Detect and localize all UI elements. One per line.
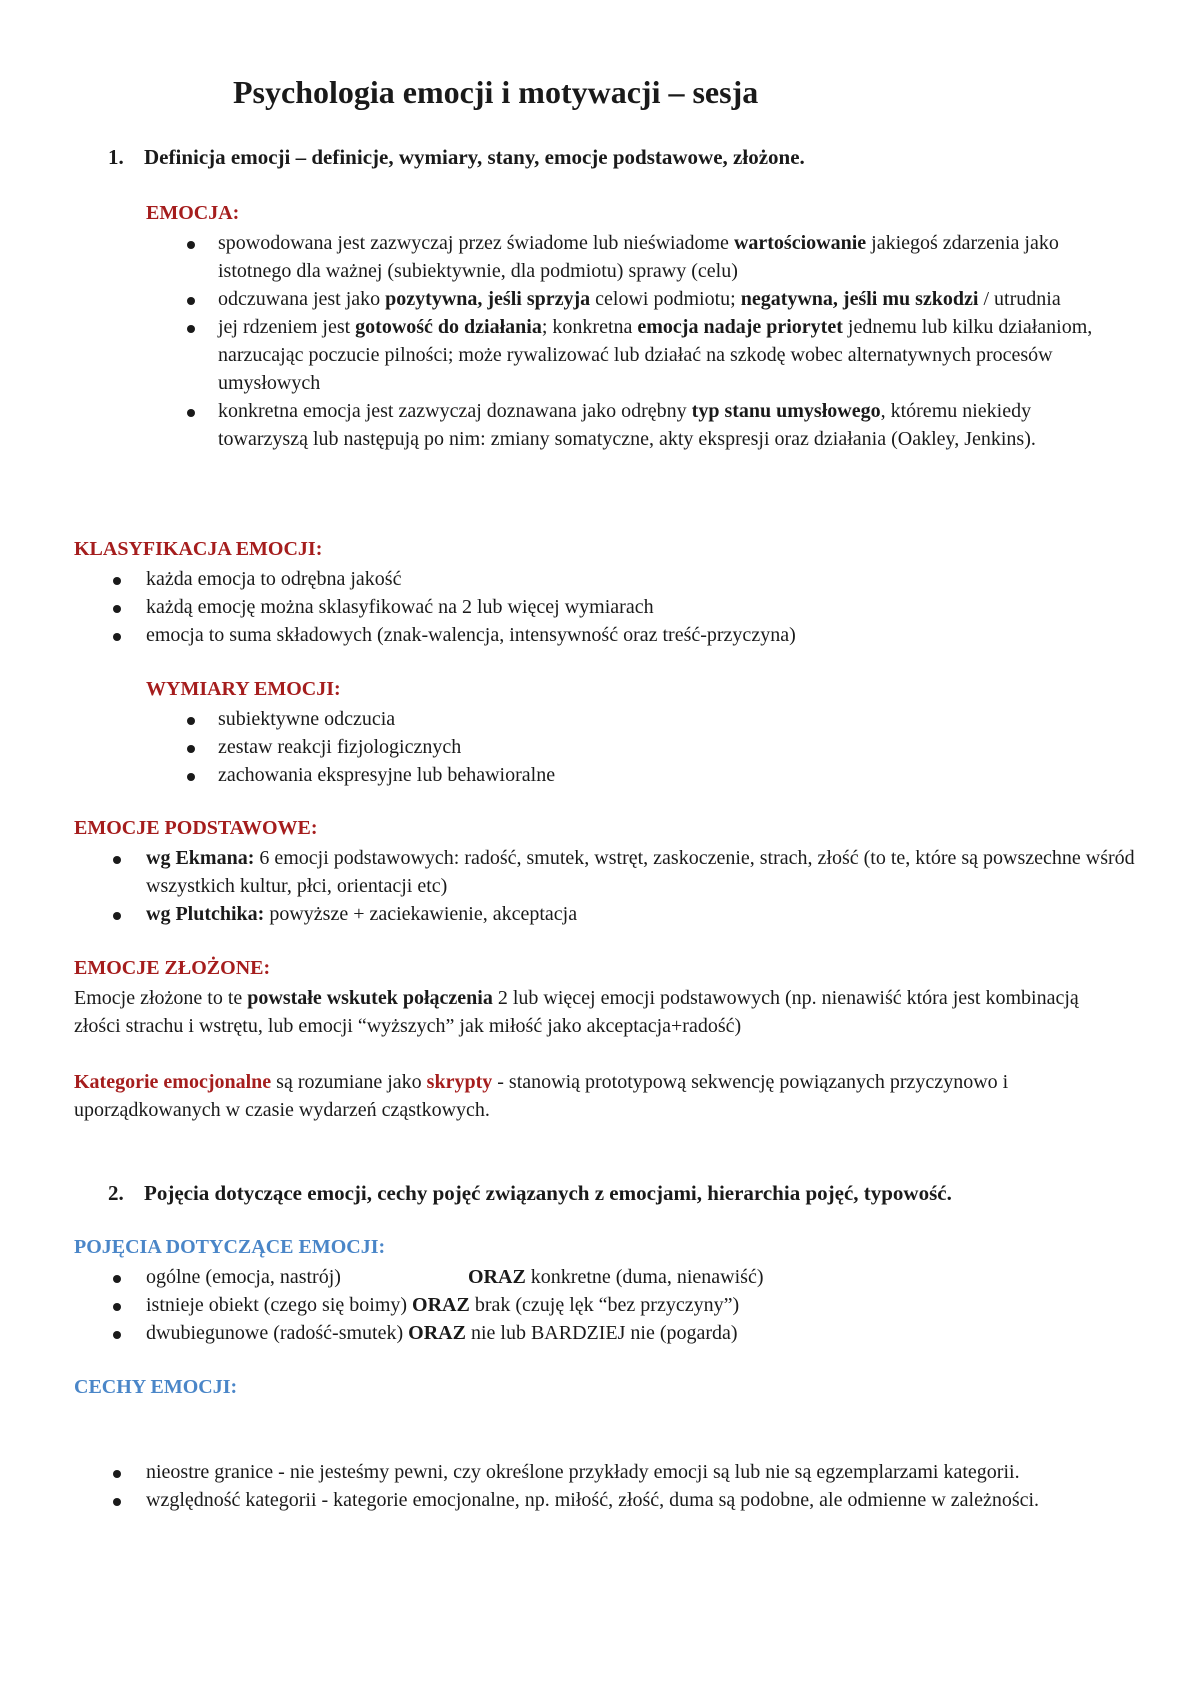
list-item: dwubiegunowe (radość-smutek) ORAZ nie lub BARDZIEJ nie (pogarda) bbox=[146, 1319, 1126, 1347]
list-item: wg Ekmana: 6 emocji podstawowych: radość, smutek, wstręt, zaskoczenie, strach, złość (to te, które są powszechne wśród wszystkich kultur, płci, orientacji etc) bbox=[146, 844, 1141, 900]
bullet-icon bbox=[187, 745, 195, 753]
zlozone-heading: EMOCJE ZŁOŻONE: bbox=[74, 957, 271, 979]
zlozone-paragraph: Emocje złożone to te powstałe wskutek połączenia 2 lub więcej emocji podstawowych (np. nienawiść która jest kombinacją złości strachu i wstrętu, lub emocji “wyższych” jak miłość jako akceptacja+radość) bbox=[74, 987, 1079, 1037]
list-item: subiektywne odczucia bbox=[218, 705, 1118, 733]
klasyfikacja-heading: KLASYFIKACJA EMOCJI: bbox=[74, 538, 323, 560]
list-item: każda emocja to odrębna jakość bbox=[146, 565, 1126, 593]
bullet-icon bbox=[187, 297, 195, 305]
list-item: względność kategorii - kategorie emocjonalne, np. miłość, złość, duma są podobne, ale odmienne w zależności. bbox=[146, 1486, 1136, 1514]
bullet-icon bbox=[113, 1498, 121, 1506]
list-item: konkretna emocja jest zazwyczaj doznawana jako odrębny typ stanu umysłowego, któremu niekiedy towarzyszą lub następują po nim: zmiany somatyczne, akty ekspresji oraz działania (Oakley, Jenkins). bbox=[218, 397, 1118, 453]
list-item: każdą emocję można sklasyfikować na 2 lub więcej wymiarach bbox=[146, 593, 1126, 621]
list-item: ogólne (emocja, nastrój) ORAZ konkretne (duma, nienawiść) bbox=[146, 1263, 1126, 1291]
wymiary-list bbox=[218, 705, 1118, 789]
klasyfikacja-list bbox=[146, 565, 1126, 649]
cechy-list bbox=[146, 1458, 1136, 1514]
cechy-heading: CECHY EMOCJI: bbox=[74, 1376, 238, 1398]
bullet-icon bbox=[113, 577, 121, 585]
question-2-text: Pojęcia dotyczące emocji, cechy pojęć związanych z emocjami, hierarchia pojęć, typowość. bbox=[144, 1181, 952, 1205]
page-title: Psychologia emocji i motywacji – sesja bbox=[233, 74, 759, 110]
bullet-icon bbox=[113, 856, 121, 864]
bullet-icon bbox=[187, 325, 195, 333]
list-item: wg Plutchika: powyższe + zaciekawienie, akceptacja bbox=[146, 900, 1141, 928]
bullet-icon bbox=[113, 1470, 121, 1478]
question-1-heading bbox=[108, 145, 805, 170]
bullet-icon bbox=[187, 241, 195, 249]
bullet-icon bbox=[187, 717, 195, 725]
bullet-icon bbox=[113, 912, 121, 920]
list-item: spowodowana jest zazwyczaj przez świadome lub nieświadome wartościowanie jakiegoś zdarzenia jako istotnego dla ważnej (subiektywnie, dla podmiotu) sprawy (celu) bbox=[218, 229, 1118, 285]
kategorie-paragraph: Kategorie emocjonalne są rozumiane jako skrypty - stanowią prototypową sekwencję powiązanych przyczynowo i uporządkowanych w czasie wydarzeń cząstkowych. bbox=[74, 1071, 1009, 1121]
list-item: odczuwana jest jako pozytywna, jeśli sprzyja celowi podmiotu; negatywna, jeśli mu szkodzi / utrudnia bbox=[218, 285, 1118, 313]
pojecia-heading: POJĘCIA DOTYCZĄCE EMOCJI: bbox=[74, 1236, 386, 1258]
question-2-heading bbox=[108, 1181, 952, 1206]
wymiary-heading: WYMIARY EMOCJI: bbox=[146, 678, 341, 700]
bullet-icon bbox=[113, 605, 121, 613]
pojecia-list bbox=[146, 1263, 1126, 1347]
emocja-heading: EMOCJA: bbox=[146, 202, 240, 224]
list-item: istnieje obiekt (czego się boimy) ORAZ brak (czuję lęk “bez przyczyny”) bbox=[146, 1291, 1126, 1319]
podstawowe-heading: EMOCJE PODSTAWOWE: bbox=[74, 817, 318, 839]
question-2-number: 2. bbox=[108, 1181, 124, 1205]
bullet-icon bbox=[113, 1275, 121, 1283]
list-item: emocja to suma składowych (znak-walencja, intensywność oraz treść-przyczyna) bbox=[146, 621, 1126, 649]
list-item: nieostre granice - nie jesteśmy pewni, czy określone przykłady emocji są lub nie są egzemplarzami kategorii. bbox=[146, 1458, 1136, 1486]
question-1-text: Definicja emocji – definicje, wymiary, stany, emocje podstawowe, złożone. bbox=[144, 145, 805, 169]
bullet-icon bbox=[113, 1303, 121, 1311]
list-item: jej rdzeniem jest gotowość do działania; konkretna emocja nadaje priorytet jednemu lub kilku działaniom, narzucając poczucie pilności; może rywalizować lub działać na szkodę wobec alternatywnych procesów umysłowych bbox=[218, 313, 1118, 397]
bullet-icon bbox=[187, 773, 195, 781]
list-item: zachowania ekspresyjne lub behawioralne bbox=[218, 761, 1118, 789]
list-item: zestaw reakcji fizjologicznych bbox=[218, 733, 1118, 761]
podstawowe-list bbox=[146, 844, 1141, 928]
emocja-list bbox=[218, 229, 1118, 453]
bullet-icon bbox=[113, 633, 121, 641]
bullet-icon bbox=[187, 409, 195, 417]
question-1-number: 1. bbox=[108, 145, 124, 169]
bullet-icon bbox=[113, 1331, 121, 1339]
